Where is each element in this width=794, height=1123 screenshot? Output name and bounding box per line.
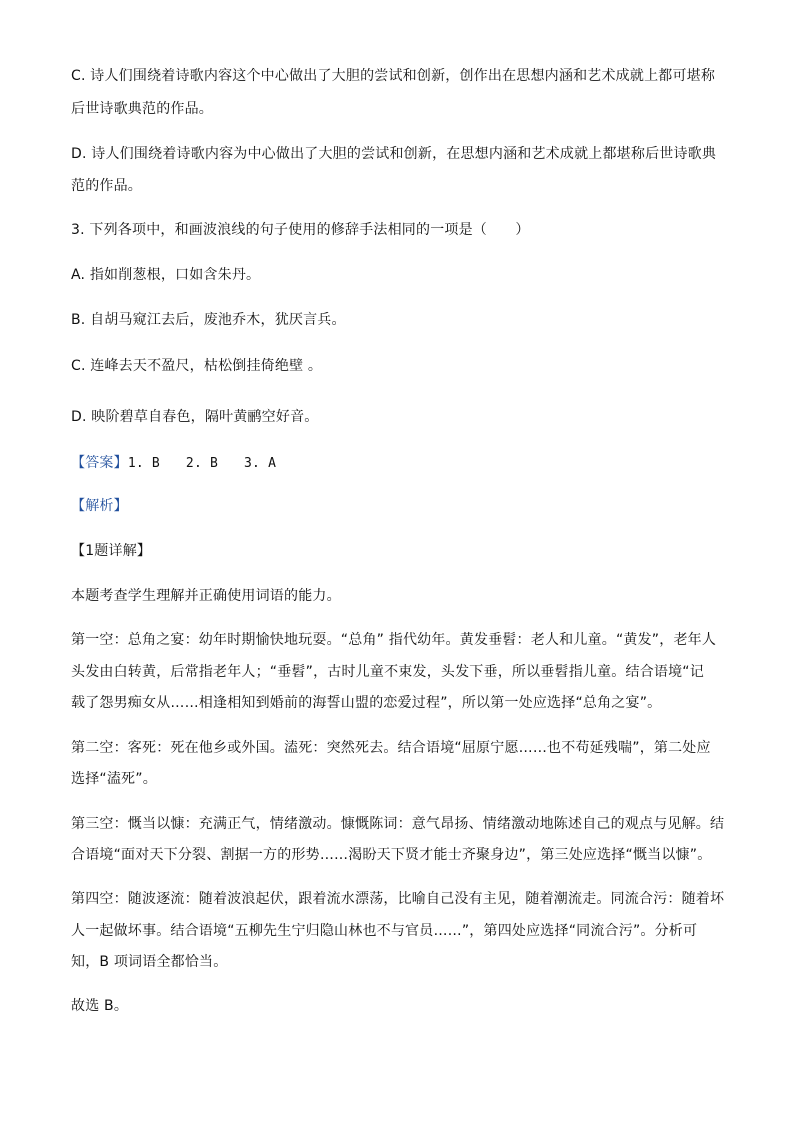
answer-2: 2. B [185,456,219,471]
answer-tag: 【答案】 [71,455,128,471]
paragraph-4-line-1: 第四空：随波逐流：随着波浪起伏，跟着流水漂荡，比喻自己没有主见，随着潮流走。同流合污：随着坏 [71,891,725,907]
question-3-option-c: C. 连峰去天不盈尺，枯松倒挂倚绝壁 。 [71,358,323,374]
question-3-option-a: A. 指如削葱根，口如含朱丹。 [71,267,261,283]
detail-tag: 【1题详解】 [71,543,152,559]
question-3-stem: 3. 下列各项中，和画波浪线的句子使用的修辞手法相同的一项是（ ） [71,222,530,238]
paragraph-1-line-2: 头发由白转黄，后常指老年人；“垂髫”，古时儿童不束发，头发下垂，所以垂髫指儿童。结合语境“记 [71,664,704,680]
answer-line [71,454,276,473]
option-d-line-2: 范的作品。 [71,178,142,194]
paragraph-2-line-2: 选择“溘死”。 [71,771,157,787]
paragraph-1-line-3: 载了怨男痴女从……相逢相知到婚前的海誓山盟的恋爱过程”，所以第一处应选择“总角之宴”。 [71,695,662,711]
analysis-intro: 本题考查学生理解并正确使用词语的能力。 [71,588,341,604]
paragraph-2-line-1: 第二空：客死：死在他乡或外国。溘死：突然死去。结合语境“屈原宁愿……也不苟延残喘”，第二处应 [71,740,711,756]
conclusion: 故选 B。 [71,998,129,1014]
paragraph-3-line-2: 合语境“面对天下分裂、割据一方的形势……渴盼天下贤才能士齐聚身边”，第三处应选择“慨当以慷”。 [71,847,712,863]
paragraph-1-line-1: 第一空：总角之宴：幼年时期愉快地玩耍。“总角” 指代幼年。黄发垂髫：老人和儿童。“黄发”，老年人 [71,632,717,648]
analysis-tag: 【解析】 [71,498,128,514]
paragraph-4-line-3: 知，B 项词语全都恰当。 [71,954,228,970]
option-c-line-2: 后世诗歌典范的作品。 [71,101,213,117]
answer-3: 3. A [244,456,277,471]
question-3-option-b: B. 自胡马窥江去后，废池乔木，犹厌言兵。 [71,312,346,328]
answer-1: 1. B [127,456,160,471]
option-c-line-1: C. 诗人们围绕着诗歌内容这个中心做出了大胆的尝试和创新，创作出在思想内涵和艺术成就上都可堪称 [71,68,716,84]
paragraph-3-line-1: 第三空：慨当以慷：充满正气，情绪激动。慷慨陈词：意气昂扬、情绪激动地陈述自己的观点与见解。结 [71,816,725,832]
paragraph-4-line-2: 人一起做坏事。结合语境“五柳先生宁归隐山林也不与官员……”，第四处应选择“同流合污”。分析可 [71,923,698,939]
question-3-option-d: D. 映阶碧草自春色，隔叶黄鹂空好音。 [71,409,319,425]
option-d-line-1: D. 诗人们围绕着诗歌内容为中心做出了大胆的尝试和创新，在思想内涵和艺术成就上都堪称后世诗歌典 [71,146,717,162]
